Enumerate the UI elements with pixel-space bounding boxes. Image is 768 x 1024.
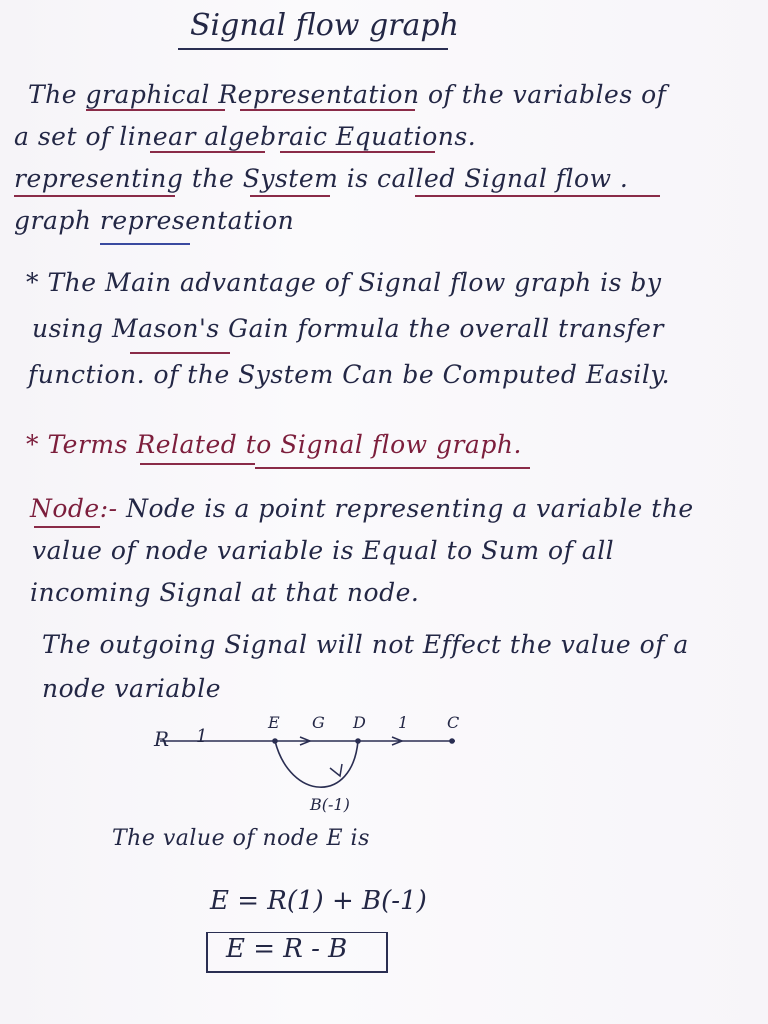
- node-definition-row: [30, 494, 694, 523]
- terms-heading: * Terms Related to Signal flow graph.: [26, 430, 522, 459]
- node-note-line-2: node variable: [42, 674, 222, 703]
- node-e-label: E: [268, 713, 280, 732]
- definition-line-2: a set of linear algebraic Equations.: [14, 122, 477, 151]
- signal-flow-diagram: [140, 710, 500, 820]
- node-label: Node:-: [30, 494, 118, 523]
- feedback-arrow: [330, 764, 342, 776]
- node-d-label: D: [353, 713, 366, 732]
- node-line-1: Node is a point representing a variable the: [126, 494, 694, 523]
- gain-d-c: 1: [398, 713, 409, 732]
- node-c-dot: [449, 738, 455, 744]
- definition-line-1: The graphical Representation of the variables of: [28, 80, 667, 109]
- gain-e-d: G: [312, 713, 325, 732]
- feedback-loop: [275, 741, 358, 787]
- node-line-2: value of node variable is Equal to Sum of all: [32, 536, 615, 565]
- page-title: Signal flow graph: [190, 8, 459, 43]
- value-text: The value of node E is: [112, 826, 370, 851]
- definition-line-4: graph representation: [14, 206, 295, 235]
- node-note-line-1: The outgoing Signal will not Effect the value of a: [42, 630, 689, 659]
- advantage-line-2: using Mason's Gain formula the overall transfer: [32, 314, 664, 343]
- result-equation: E = R - B: [226, 934, 348, 964]
- node-equation: E = R(1) + B(-1): [210, 886, 427, 916]
- node-r-label: R: [154, 727, 170, 751]
- advantage-line-1: * The Main advantage of Signal flow graph is by: [26, 268, 662, 297]
- definition-line-3: representing the System is called Signal flow .: [14, 164, 629, 193]
- gain-r-e: 1: [196, 726, 208, 747]
- node-c-label: C: [447, 713, 460, 732]
- advantage-line-3: function. of the System Can be Computed Easily.: [28, 360, 671, 389]
- feedback-gain-label: B(-1): [310, 795, 350, 814]
- node-line-3: incoming Signal at that node.: [30, 578, 420, 607]
